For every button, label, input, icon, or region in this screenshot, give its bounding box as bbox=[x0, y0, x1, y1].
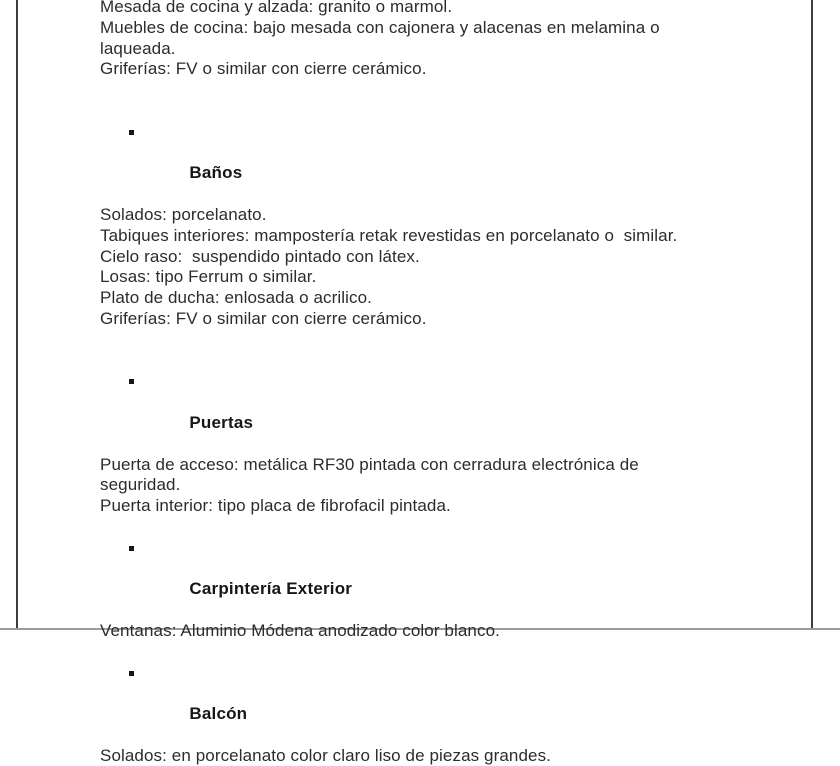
body-line: seguridad. bbox=[100, 475, 720, 496]
section-heading bbox=[100, 122, 720, 205]
body-line: Plato de ducha: enlosada o acrilico. bbox=[100, 288, 720, 309]
body-line: Muebles de cocina: bajo mesada con cajonera y alacenas en melamina o bbox=[100, 18, 720, 39]
section-heading bbox=[100, 663, 720, 746]
body-line: Cielo raso: suspendido pintado con látex. bbox=[100, 247, 720, 268]
body-line: laqueada. bbox=[100, 39, 720, 60]
body-line: Puerta interior: tipo placa de fibrofacil pintada. bbox=[100, 496, 720, 517]
left-border-line bbox=[16, 0, 18, 630]
section-title: Carpintería Exterior bbox=[189, 579, 352, 598]
section-heading bbox=[100, 538, 720, 621]
section-balcon bbox=[100, 663, 720, 766]
section-carpinteria-exterior bbox=[100, 538, 720, 642]
right-border-line bbox=[811, 0, 813, 630]
body-line: Puerta de acceso: metálica RF30 pintada con cerradura electrónica de bbox=[100, 455, 720, 476]
body-line: Mesada de cocina y alzada: granito o marmol. bbox=[100, 0, 720, 18]
section-title: Baños bbox=[189, 163, 242, 182]
bullet-square-icon bbox=[129, 546, 134, 551]
document-content bbox=[100, 0, 720, 766]
section-puertas bbox=[100, 371, 720, 517]
body-line: Ventanas: Aluminio Módena anodizado color blanco. bbox=[100, 621, 720, 642]
body-line: Solados: porcelanato. bbox=[100, 205, 720, 226]
body-line: Losas: tipo Ferrum o similar. bbox=[100, 267, 720, 288]
bullet-square-icon bbox=[129, 130, 134, 135]
body-line: Solados: en porcelanato color claro liso de piezas grandes. bbox=[100, 746, 720, 766]
section-title: Balcón bbox=[189, 704, 247, 723]
bullet-square-icon bbox=[129, 671, 134, 676]
section-title: Puertas bbox=[189, 413, 253, 432]
section-banos bbox=[100, 122, 720, 330]
bullet-square-icon bbox=[129, 379, 134, 384]
body-line: Griferías: FV o similar con cierre cerámico. bbox=[100, 309, 720, 330]
body-line: Tabiques interiores: mampostería retak revestidas en porcelanato o similar. bbox=[100, 226, 720, 247]
body-line: Griferías: FV o similar con cierre cerámico. bbox=[100, 59, 720, 80]
section-heading bbox=[100, 371, 720, 454]
